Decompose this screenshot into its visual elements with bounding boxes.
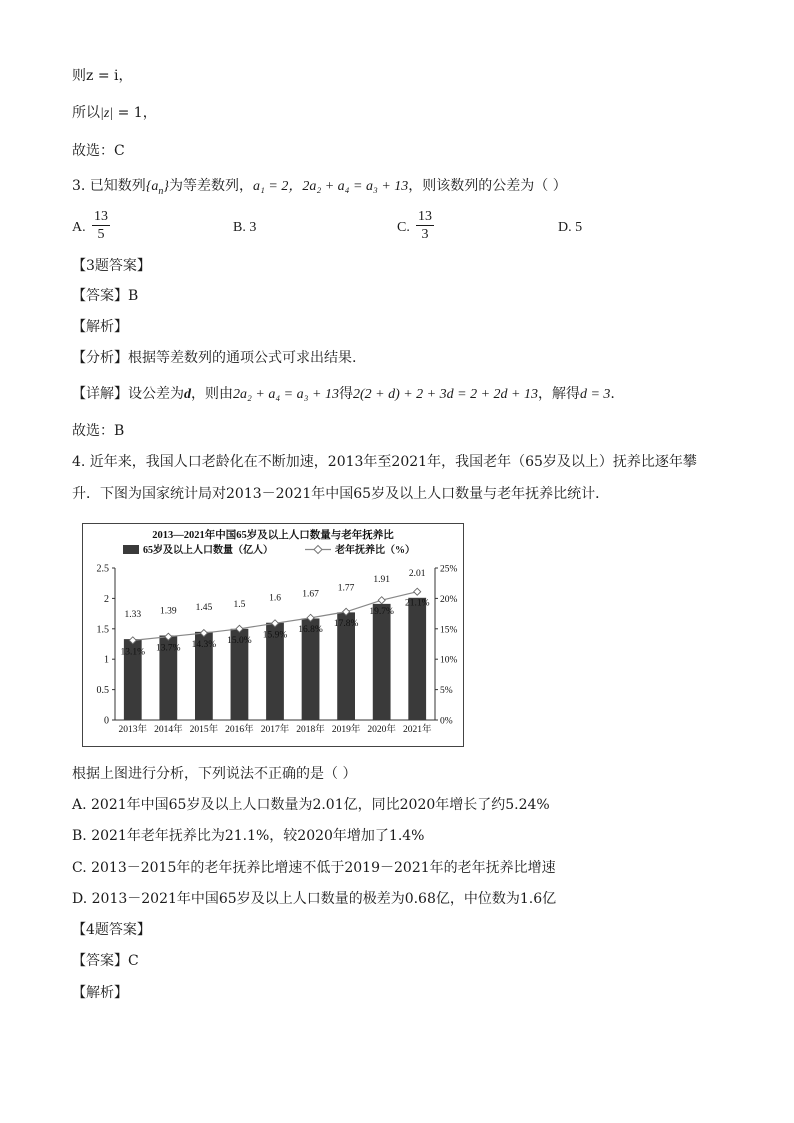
question-4-option-a: A. 2021年中国65岁及以上人口数量为2.01亿，同比2020年增长了约5.24% (72, 797, 550, 813)
answer-4-analysis-label: 【解析】 (72, 985, 128, 1001)
line-value-label: 15.0% (227, 635, 252, 646)
y-tick-label-right: 10% (440, 655, 458, 666)
detail-text-1: 【详解】设公差为 (72, 386, 184, 402)
bar-value-label: 1.6 (269, 593, 281, 604)
combo-chart (83, 524, 463, 746)
line-point (378, 597, 385, 604)
q3-option-b: B. 3 (233, 220, 257, 235)
question-4-option-d: D. 2013－2021年中国65岁及以上人口数量的极差为0.68亿，中位数为1.6亿 (72, 891, 557, 907)
math-eq-1: 2a₂ + a₄ = a₃ + 13 (233, 387, 339, 402)
answer-4-heading: 【4题答案】 (72, 922, 151, 938)
x-tick-label: 2018年 (296, 725, 325, 735)
chart-title: 2013—2021年中国65岁及以上人口数量与老年抚养比 (152, 530, 394, 541)
bracket-open: 【 (72, 319, 86, 335)
answer-3-analysis-label (72, 317, 128, 337)
bar (408, 598, 426, 720)
x-tick-label: 2021年 (402, 725, 432, 735)
bar-value-label: 1.67 (302, 589, 319, 600)
y-tick-label-left: 0.5 (96, 685, 109, 697)
answer-3-fenxi: 【分析】根据等差数列的通项公式可求出结果. (72, 350, 357, 366)
bar (373, 604, 391, 720)
legend-line-marker (314, 546, 322, 554)
bar-value-label: 1.33 (124, 610, 142, 621)
q3-option-d: D. 5 (558, 220, 583, 235)
q3-prefix: 3. 已知数列 (72, 178, 146, 194)
line-value-label: 16.8% (298, 624, 323, 635)
math-eq-2: 2(2 + d) + 2 + 3d = 2 + 2d + 13 (352, 387, 538, 402)
question-4-prompt: 根据上图进行分析，下列说法不正确的是（ ） (72, 766, 357, 782)
q3-option-c-fraction (416, 208, 434, 243)
y-tick-label-left: 0 (104, 715, 109, 727)
fraction-numerator: 13 (94, 209, 108, 224)
bracket-close: 】 (114, 319, 128, 335)
text-eq-1: = 1， (113, 105, 157, 121)
bar-value-label: 1.77 (337, 583, 355, 594)
text-so: 所以 (72, 105, 100, 121)
bar-value-label: 1.91 (373, 574, 390, 585)
bar-value-label: 1.5 (233, 599, 246, 610)
text-select-c: 故选：C (72, 143, 125, 159)
text-line-abs-z (72, 103, 157, 124)
q3-tail: ，则该数列的公差为（ ） (408, 178, 567, 194)
question-4-option-c: C. 2013－2015年的老年抚养比增速不低于2019－2021年的老年抚养比增速 (72, 860, 556, 876)
legend-line-label: 老年抚养比（%） (335, 545, 415, 556)
detail-text-2: ，则由 (191, 386, 233, 402)
line-value-label: 15.9% (262, 630, 288, 641)
x-tick-label: 2013年 (118, 725, 148, 735)
line-value-label: 17.8% (333, 618, 359, 629)
answer-4-value: 【答案】C (72, 953, 139, 969)
x-tick-label: 2016年 (225, 725, 254, 735)
legend-bar-label: 65岁及以上人口数量（亿人） (143, 545, 273, 556)
text-line-z-eq-i: 则z = i， (72, 68, 133, 84)
y-tick-label-right: 20% (440, 594, 458, 605)
q3-seq-close: } (163, 179, 170, 194)
q3-seq-open: {a (145, 179, 159, 194)
line-value-label: 14.3% (191, 640, 217, 651)
y-tick-label-right: 15% (440, 625, 458, 636)
line-value-label: 21.1% (404, 598, 430, 609)
analysis-word: 解析 (86, 319, 114, 335)
fraction-denominator: 3 (421, 227, 429, 242)
question-4-line-2: 升．下图为国家统计局对2013－2021年中国65岁及以上人口数量与老年抚养比统计． (72, 486, 610, 502)
bar-value-label: 1.45 (195, 602, 213, 613)
line-value-label: 13.7% (156, 643, 181, 654)
x-tick-label: 2014年 (154, 725, 183, 735)
answer-3-value: 【答案】B (72, 288, 139, 304)
x-tick-label: 2017年 (260, 725, 290, 735)
q3-option-a-label: A. (72, 220, 86, 235)
y-tick-label-right: 5% (440, 686, 453, 697)
fraction-denominator: 5 (97, 227, 105, 242)
line-point (414, 588, 421, 595)
y-tick-label-left: 2 (104, 593, 109, 605)
y-tick-label-right: 0% (440, 716, 453, 727)
answer-3-heading: 【3题答案】 (72, 258, 151, 274)
x-tick-label: 2019年 (331, 725, 361, 735)
chart-figure (82, 523, 464, 747)
question-4-line-1: 4. 近年来，我国人口老龄化在不断加速，2013年至2021年，我国老年（65岁及以上）抚养比逐年攀 (72, 454, 697, 470)
q3-option-a-fraction (92, 208, 110, 243)
y-tick-label-left: 1 (104, 654, 109, 666)
y-tick-label-right: 25% (440, 564, 458, 575)
x-tick-label: 2015年 (189, 725, 219, 735)
bar-value-label: 2.01 (408, 568, 426, 579)
math-eq-3: d = 3 (579, 387, 611, 402)
detail-text-4: ，解得 (537, 386, 580, 402)
x-tick-label: 2020年 (367, 725, 396, 735)
detail-text-3: 得 (338, 386, 353, 402)
legend-bar-swatch (123, 545, 139, 554)
bar-value-label: 1.39 (160, 606, 177, 617)
q3-seq-sub: n (158, 185, 164, 197)
question-3 (72, 176, 567, 202)
answer-3-select: 故选：B (72, 423, 125, 439)
q3-option-c-label: C. (397, 220, 410, 235)
question-4-option-b: B. 2021年老年抚养比为21.1%，较2020年增加了1.4% (72, 828, 425, 844)
detail-text-5: . (610, 386, 615, 402)
chart-legend (123, 543, 415, 556)
line-value-label: 13.1% (120, 647, 146, 658)
q3-mid: 为等差数列， (169, 178, 254, 194)
y-tick-label-left: 1.5 (96, 624, 109, 636)
y-tick-label-left: 2.5 (96, 563, 109, 575)
answer-3-detail (72, 384, 615, 405)
q3-condition: a₁ = 2，2a₂ + a₄ = a₃ + 13 (253, 179, 409, 194)
math-abs-z: |z| (100, 106, 114, 121)
line-value-label: 19.7% (369, 607, 394, 618)
fraction-numerator: 13 (418, 209, 432, 224)
chart-plot-area (97, 564, 458, 736)
math-d: d (184, 387, 191, 402)
